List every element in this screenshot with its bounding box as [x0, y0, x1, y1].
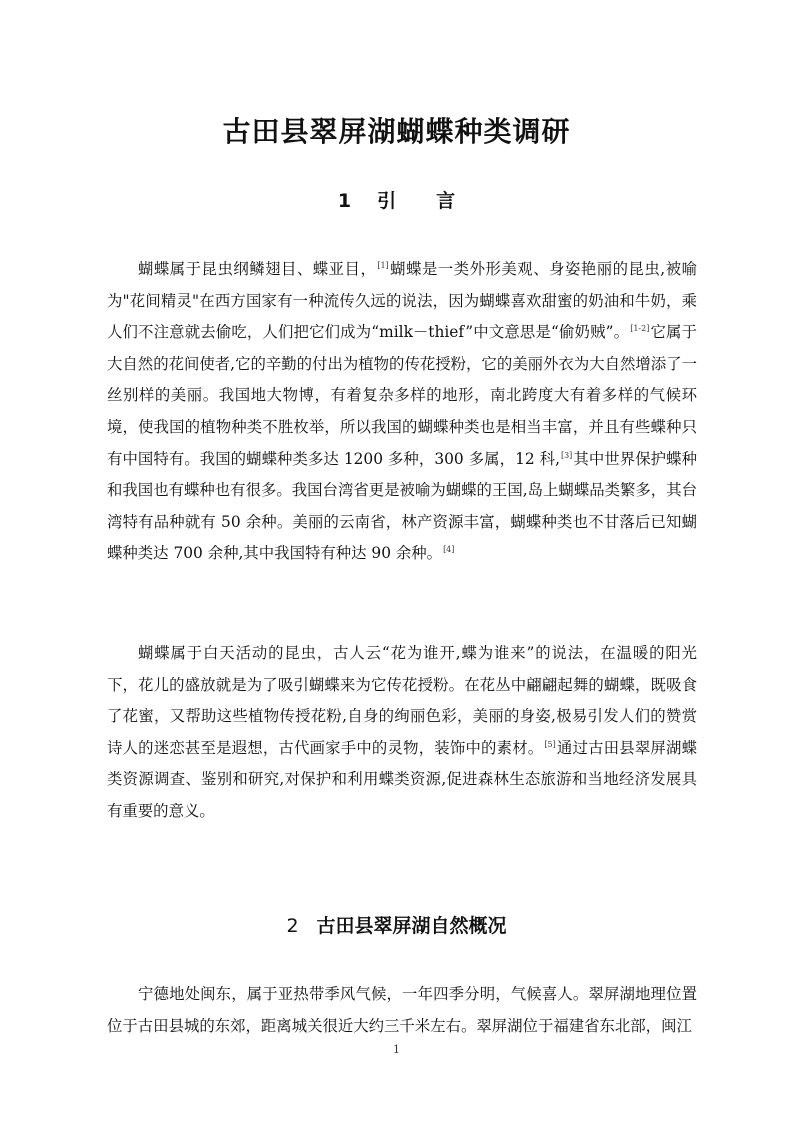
section-title: 古田县翠屏湖自然概况 — [316, 915, 507, 937]
citation-ref: [5] — [544, 739, 556, 749]
section-number: 1 — [337, 190, 352, 212]
paragraph-overview-1 — [107, 979, 697, 1040]
citation-ref: [1] — [377, 261, 389, 270]
section-heading-natural-overview — [0, 911, 793, 938]
section-number: 2 — [286, 915, 299, 937]
citation-ref: [3] — [560, 450, 573, 460]
text-run: 它属于大自然的花间使者,它的辛勤的付出为植物的传花授粉，它的美丽外衣为大自然增添了一丝别样的美丽。我国地大物博，有着复杂多样的地形，南北跨度大有着多样的气候环境，使我国的植物种类不胜枚举，所以我国的蝴蝶种类也是相当丰富，并且有些蝶种只有中国特有。我国的蝴蝶种类多达 1200 多种，300 多属，12 科, — [107, 323, 697, 468]
section-heading-introduction — [0, 186, 793, 213]
paragraph-intro-1 — [107, 254, 697, 570]
text-run: 蝴蝶属于昆虫纲鳞翅目、蝶亚目， — [138, 260, 377, 278]
document-title: 古田县翠屏湖蝴蝶种类调研 — [222, 115, 571, 148]
text-run: 宁德地处闽东，属于亚热带季风气候，一年四季分明，气候喜人。翠屏湖地理位置位于古田县城的东郊，距离城关很近大约三千米左右。翠屏湖位于福建省东北部，闽江 — [107, 985, 697, 1035]
text-run: 通过古田县翠屏湖蝶类资源调查、鉴别和研究,对保护和利用蝶类资源,促进森林生态旅游和当地经济发展具有重要的意义。 — [107, 738, 697, 820]
section-title-part: 言 — [436, 190, 456, 212]
text-run: 蝴蝶是一类外形美观、身姿艳丽的昆虫,被喻为"花间精灵"在西方国家有一种流传久远的说法，因为蝴蝶喜欢甜蜜的奶油和牛奶，乘人们不注意就去偷吃，人们把它们成为“milk－thief”中文意思是“偷奶贼”。 — [107, 260, 697, 342]
paragraph-intro-2 — [107, 638, 697, 828]
section-title-part: 引 — [377, 190, 397, 212]
page-number: 1 — [393, 1043, 400, 1056]
citation-ref: [4] — [443, 545, 455, 555]
citation-ref: [1-2] — [630, 324, 650, 334]
text-run: 蝴蝶属于白天活动的昆虫，古人云“花为谁开,蝶为谁来”的说法，在温暖的阳光下，花儿的盛放就是为了吸引蝴蝶来为它传花授粉。在花丛中翩翩起舞的蝴蝶，既吸食了花蜜，又帮助这些植物传授花粉,自身的绚丽色彩，美丽的身姿,极易引发人们的赞赏诗人的迷恋甚至是遐想，古代画家手中的灵物，装饰中的素材。 — [107, 644, 697, 757]
text-run: 其中世界保护蝶种和我国也有蝶种也有很多。我国台湾省更是被喻为蝴蝶的王国,岛上蝴蝶品类繁多，其台湾特有品种就有 50 余种。美丽的云南省，林产资源丰富，蝴蝶种类也不甘落后已知蝴蝶种类达 700 余种,其中我国特有种达 90 余种。 — [107, 449, 697, 563]
